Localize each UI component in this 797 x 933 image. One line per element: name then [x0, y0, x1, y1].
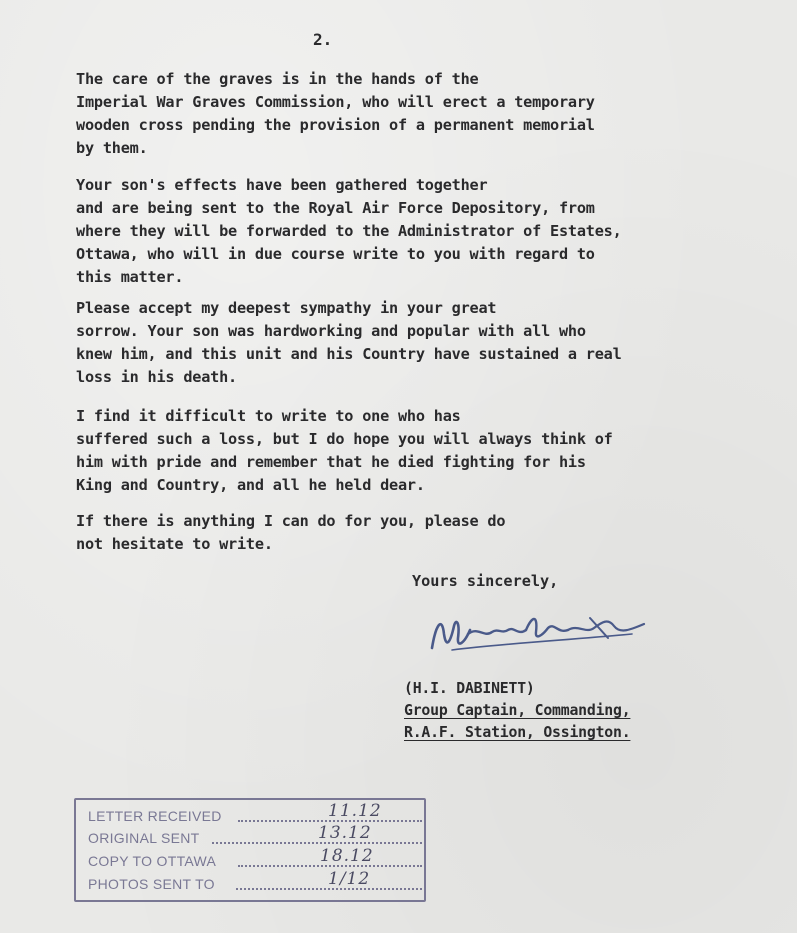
- stamp-label: ORIGINAL SENT: [88, 830, 200, 846]
- paragraph-effects: Your son's effects have been gathered together and are being sent to the Royal Air Force Depository, from where they will be forwarded to the Administrator of Estates, Ottawa, who will in due course write to you with regard to this matter.: [76, 176, 622, 286]
- stamp-label: LETTER RECEIVED: [88, 808, 222, 824]
- stamp-row-copy-to-ottawa: [88, 846, 422, 871]
- stamp-handwritten-value: 13.12: [318, 823, 372, 843]
- stamp-label: PHOTOS SENT TO: [88, 876, 215, 892]
- stamp-label: COPY TO OTTAWA: [88, 853, 217, 869]
- closing-salutation: Yours sincerely,: [412, 572, 559, 590]
- paragraph-graves: The care of the graves is in the hands of the Imperial War Graves Commission, who will erect a temporary wooden cross pending the provision of a permanent memorial by them.: [76, 70, 595, 157]
- stamp-handwritten-value: 11.12: [328, 801, 382, 821]
- stamp-row-letter-received: [88, 801, 422, 826]
- signer-block: [404, 678, 630, 744]
- paragraph-pride: I find it difficult to write to one who has suffered such a loss, but I do hope you will always think of him with pride and remember that he died fighting for his King and Country, and all he held dear.: [76, 407, 613, 494]
- stamp-dotted-line: [212, 842, 422, 844]
- handwritten-signature: [418, 604, 658, 668]
- signer-unit: R.A.F. Station, Ossington.: [404, 724, 631, 741]
- page-number: 2.: [313, 30, 333, 49]
- stamp-handwritten-value: 1/12: [328, 869, 371, 889]
- paragraph-sympathy: Please accept my deepest sympathy in your great sorrow. Your son was hardworking and popular with all who knew him, and this unit and his Country have sustained a real loss in his death.: [76, 299, 622, 386]
- stamp-row-photos-sent-to: [88, 869, 422, 894]
- signer-title: Group Captain, Commanding,: [404, 702, 631, 719]
- stamp-handwritten-value: 18.12: [320, 846, 374, 866]
- paragraph-offer: If there is anything I can do for you, please do not hesitate to write.: [76, 512, 506, 553]
- signer-name: (H.I. DABINETT): [404, 680, 535, 697]
- received-stamp: [74, 798, 426, 902]
